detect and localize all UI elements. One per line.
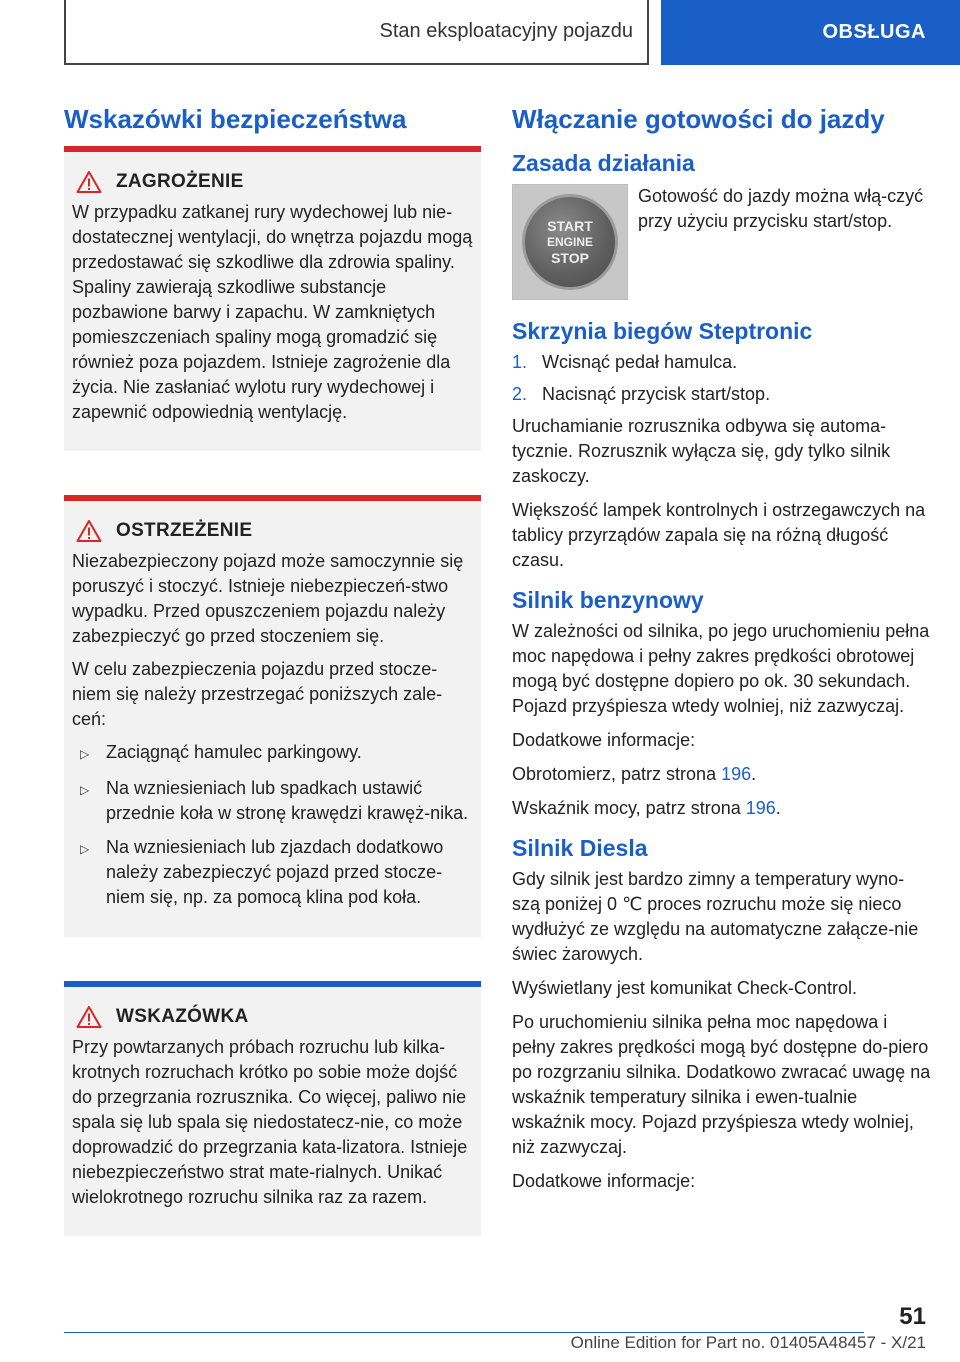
principle-text: Gotowość do jazdy można włą-czyć przy użyciu przycisku start/stop. [638, 186, 924, 231]
notice-box [64, 981, 481, 1236]
start-label: START [547, 218, 593, 234]
danger-label: ZAGROŻENIE [116, 171, 244, 192]
ref-text: Wskaźnik mocy, patrz strona [512, 798, 746, 818]
step-number: 1. [512, 352, 528, 372]
page-number: 51 [899, 1303, 926, 1330]
ref-dot: . [775, 798, 781, 818]
list-item [80, 776, 473, 826]
step-text: Nacisnąć przycisk start/stop. [542, 384, 771, 404]
right-column [512, 98, 932, 1203]
petrol-ref-tachometer [512, 762, 932, 787]
ref-dot: . [751, 764, 757, 784]
diesel-paragraph-3: Po uruchomieniu silnika pełna moc napędowa i pełny zakres prędkości mogą być dostępne do-piero po rozgrzaniu silnika. Dodatkowo zwracać uwagę na wskaźnik temperatury silnika i ewen-tualnie wskaźnik mocy. Pojazd przyśpiesza wtedy wolniej, niż zazwyczaj. [512, 1012, 931, 1157]
warning-triangle-icon [76, 1005, 102, 1029]
bullet-text: Zaciągnąć hamulec parkingowy. [106, 742, 362, 762]
warning-triangle-icon [76, 170, 102, 194]
bullet-triangle-icon: ▷ [80, 783, 90, 797]
diesel-paragraph-2: Wyświetlany jest komunikat Check-Control. [512, 978, 857, 998]
bullet-text: Na wzniesieniach lub spadkach ustawić przednie koła w stronę krawędzi krawęż-nika. [106, 778, 469, 823]
warning-triangle-icon [76, 519, 102, 543]
left-section-title: Wskazówki bezpieczeństwa [64, 104, 407, 134]
bullet-triangle-icon: ▷ [80, 747, 90, 761]
ref-text: Obrotomierz, patrz strona [512, 764, 722, 784]
diesel-heading: Silnik Diesla [512, 835, 648, 861]
notice-header [76, 1005, 473, 1029]
start-engine-stop-icon [522, 194, 618, 290]
steptronic-steps [512, 350, 932, 407]
steptronic-heading: Skrzynia biegów Steptronic [512, 318, 813, 344]
warning-text-2: W celu zabezpieczenia pojazdu przed stocze-niem się należy przestrzegać poniższych zale-ceń: [72, 659, 443, 729]
list-item [512, 350, 932, 375]
warning-box [64, 495, 481, 937]
petrol-ref-power-meter [512, 796, 932, 821]
danger-text: W przypadku zatkanej rury wydechowej lub nie-dostatecznej wentylacji, do wnętrza pojazdu mogą przedostawać się szkodliwe dla zdrowia spaliny. Spaliny zawierają szkodliwe substancje pozbawione barwy i zapachu. W zamkniętych pomieszczeniach spaliny mogą gromadzić się również poza pojazdem. Istnieje zagrożenie dla życia. Nie zasłaniać wylotu rury wydechowej i zapewnić odpowiednią wentylację. [72, 202, 473, 422]
principle-heading: Zasada działania [512, 150, 695, 176]
diesel-paragraph-1: Gdy silnik jest bardzo zimny a temperatury wyno-szą poniżej 0 ℃ proces rozruchu może się nieco wydłużyć ze względu na automatyczne załącze-nie świec żarowych. [512, 869, 919, 964]
right-section-title: Włączanie gotowości do jazdy [512, 104, 885, 134]
petrol-heading: Silnik benzynowy [512, 587, 704, 613]
notice-label: WSKAZÓWKA [116, 1006, 249, 1027]
danger-header [76, 170, 473, 194]
page-link-196[interactable]: 196 [721, 764, 752, 784]
page-link-196[interactable]: 196 [745, 798, 776, 818]
start-stop-button-image [512, 184, 628, 300]
list-item [512, 382, 932, 407]
bullet-text: Na wzniesieniach lub zjazdach dodatkowo należy zabezpieczyć pojazd przed stocze-niem się, np. za pomocą klina pod koła. [106, 837, 444, 907]
left-column [64, 98, 481, 1280]
header-section [64, 0, 649, 65]
principle-row [512, 184, 932, 300]
petrol-more-info: Dodatkowe informacje: [512, 730, 696, 750]
header-chapter [661, 0, 960, 65]
stop-label: STOP [551, 250, 589, 266]
header-chapter-title: OBSŁUGA [822, 21, 926, 43]
warning-text-1: Niezabezpieczony pojazd może samoczynnie się poruszyć i stoczyć. Istnieje niebezpieczeń-stwo wypadku. Przed opuszczeniem pojazdu należy zabezpieczyć go przed stoczeniem się. [72, 551, 464, 646]
diesel-more-info: Dodatkowe informacje: [512, 1171, 696, 1191]
steptronic-paragraph-2: Większość lampek kontrolnych i ostrzegawczych na tablicy przyrządów zapala się na różną długość czasu. [512, 500, 926, 570]
engine-label: ENGINE [546, 235, 593, 249]
footer-edition: Online Edition for Part no. 01405A48457 - X/21 [570, 1333, 926, 1352]
notice-text: Przy powtarzanych próbach rozruchu lub kilka-krotnych rozruchach krótko po sobie może dojść do przegrzania rozrusznika. Co więcej, paliwo nie spala się lub spala się niedostatecz-nie, co może doprowadzić do przegrzania kata-lizatora. Istnieje niebezpieczeństwo strat mate-rialnych. Unikać wielokrotnego rozruchu silnika raz za razem. [72, 1037, 468, 1207]
step-number: 2. [512, 384, 528, 404]
warning-bullet-list [80, 740, 473, 910]
petrol-paragraph-1: W zależności od silnika, po jego uruchomieniu pełna moc napędowa i pełny zakres prędkości obrotowej mogą być dostępne dopiero po ok. 30 sekundach. Pojazd przyśpiesza wtedy wolniej, niż zazwyczaj. [512, 621, 930, 716]
warning-label: OSTRZEŻENIE [116, 520, 253, 541]
list-item [80, 835, 473, 910]
list-item [80, 740, 473, 767]
header-section-title: Stan eksploatacyjny pojazdu [379, 20, 633, 42]
bullet-triangle-icon: ▷ [80, 842, 90, 856]
danger-box [64, 146, 481, 451]
step-text: Wcisnąć pedał hamulca. [542, 352, 738, 372]
warning-header [76, 519, 473, 543]
steptronic-paragraph-1: Uruchamianie rozrusznika odbywa się automa-tycznie. Rozrusznik wyłącza się, gdy tylko silnik zaskoczy. [512, 416, 891, 486]
